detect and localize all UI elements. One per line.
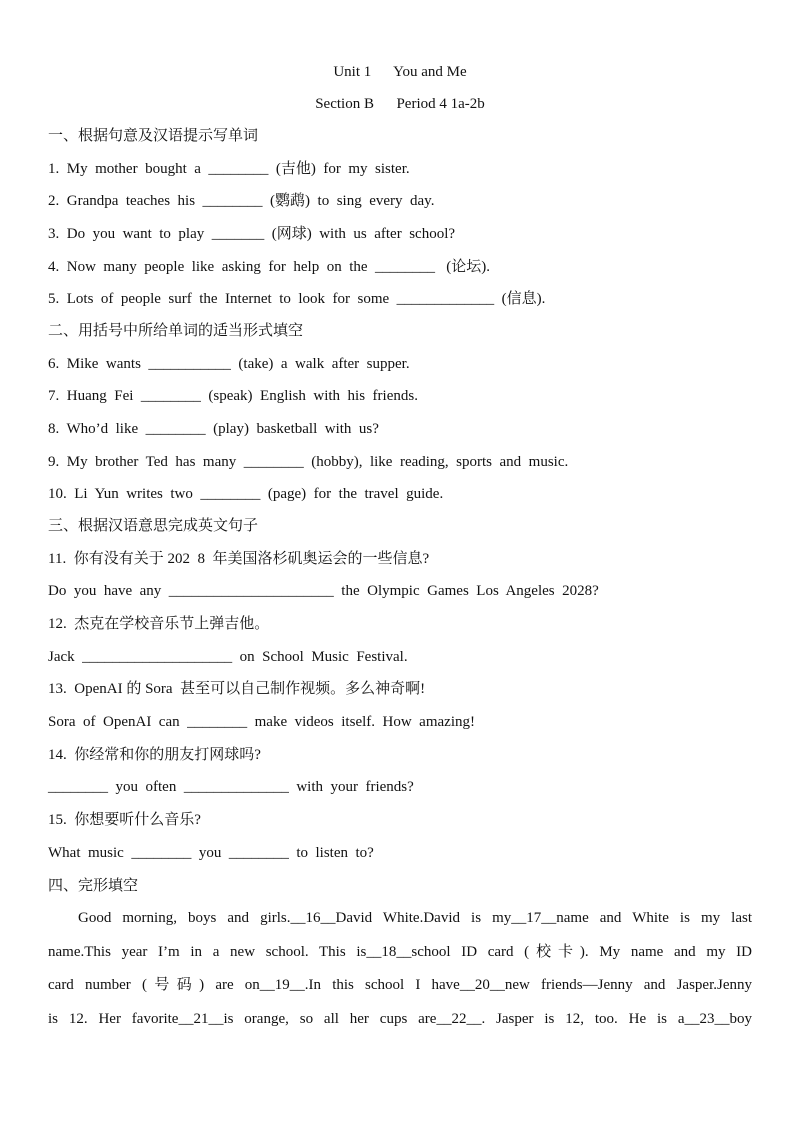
question-12-prompt: 12. 杰克在学校音乐节上弹吉他。 — [48, 616, 270, 632]
subtitle: Section B Period 4 1a-2b — [315, 96, 485, 112]
cloze-line-4: is 12. Her favorite__21__is orange, so all her cups are__22__. Jasper is 12, too. He is a__23__boy — [48, 1011, 752, 1027]
section-4-heading: 四、完形填空 — [48, 878, 139, 894]
section-2-heading: 二、用括号中所给单词的适当形式填空 — [48, 323, 304, 339]
question-8: 8. Who’d like ________ (play) basketball with us? — [48, 421, 379, 437]
question-2: 2. Grandpa teaches his ________ (鹦鹉) to sing every day. — [48, 193, 435, 209]
question-9: 9. My brother Ted has many ________ (hobby), like reading, sports and music. — [48, 454, 569, 470]
question-15-prompt: 15. 你想要听什么音乐? — [48, 812, 201, 828]
question-14-answer: ________ you often ______________ with your friends? — [48, 779, 414, 795]
cloze-line-2: name.This year I’m in a new school. This is__18__school ID card (校卡). My name and my ID — [48, 944, 752, 960]
question-15-answer: What music ________ you ________ to listen to? — [48, 845, 374, 861]
question-7: 7. Huang Fei ________ (speak) English with his friends. — [48, 388, 418, 404]
question-12-answer: Jack ____________________ on School Music Festival. — [48, 649, 408, 665]
section-1-heading: 一、根据句意及汉语提示写单词 — [48, 128, 259, 144]
cloze-line-3: card number (号码) are on__19__.In this school I have__20__new friends—Jenny and Jasper.Jenny — [48, 977, 752, 993]
question-3: 3. Do you want to play _______ (网球) with us after school? — [48, 226, 456, 242]
cloze-line-1: Good morning, boys and girls.__16__David White.David is my__17__name and White is my last — [78, 910, 752, 926]
question-4: 4. Now many people like asking for help on the ________ (论坛). — [48, 259, 491, 275]
question-14-prompt: 14. 你经常和你的朋友打网球吗? — [48, 747, 261, 763]
question-10: 10. Li Yun writes two ________ (page) for the travel guide. — [48, 486, 444, 502]
section-3-heading: 三、根据汉语意思完成英文句子 — [48, 518, 259, 534]
question-1: 1. My mother bought a ________ (吉他) for my sister. — [48, 161, 410, 177]
question-6: 6. Mike wants ___________ (take) a walk after supper. — [48, 356, 410, 372]
question-11-answer: Do you have any ______________________ the Olympic Games Los Angeles 2028? — [48, 583, 599, 599]
question-5: 5. Lots of people surf the Internet to look for some _____________ (信息). — [48, 291, 546, 307]
question-11-prompt: 11. 你有没有关于 202 8 年美国洛杉矶奥运会的一些信息? — [48, 551, 430, 567]
title: Unit 1 You and Me — [333, 64, 467, 80]
question-13-prompt: 13. OpenAI 的 Sora 甚至可以自己制作视频。多么神奇啊! — [48, 681, 426, 697]
question-13-answer: Sora of OpenAI can ________ make videos itself. How amazing! — [48, 714, 475, 730]
